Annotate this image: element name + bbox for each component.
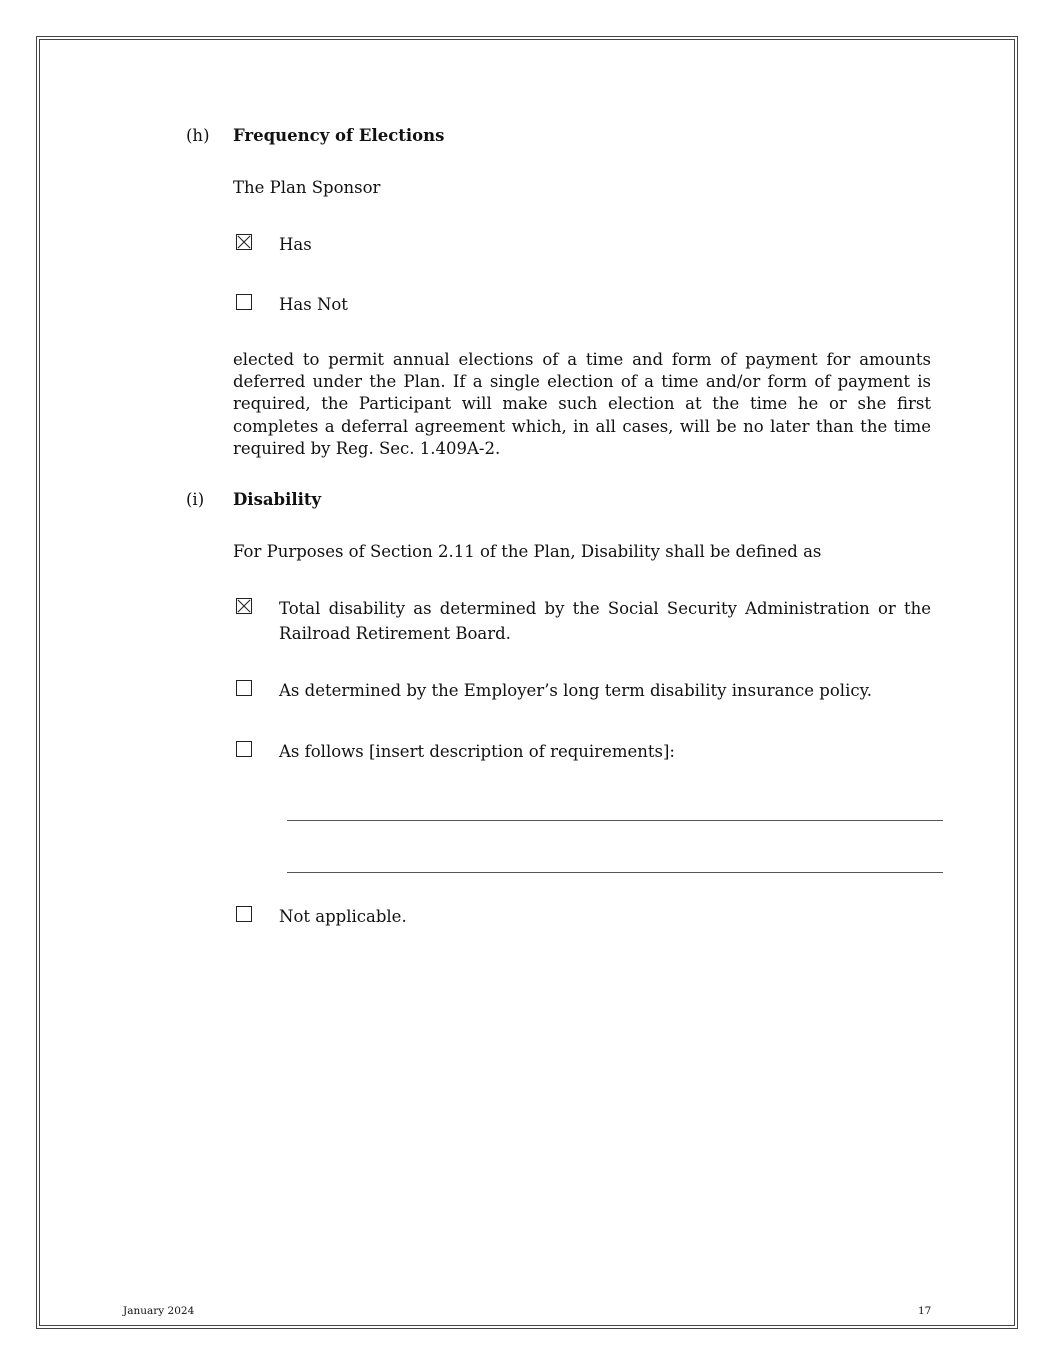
description-blank-line-2[interactable] — [287, 872, 943, 873]
employer-ltd-label: As determined by the Employer’s long term disability insurance policy. — [279, 681, 872, 700]
section-i-label: (i) — [186, 490, 205, 509]
total-disability-checkbox[interactable] — [236, 598, 252, 614]
not-applicable-checkbox[interactable] — [236, 906, 252, 922]
employer-ltd-checkbox[interactable] — [236, 680, 252, 696]
footer-date: January 2024 — [123, 1305, 195, 1317]
section-i-intro: For Purposes of Section 2.11 of the Plan, Disability shall be defined as — [233, 542, 822, 561]
section-i-title: Disability — [233, 490, 322, 509]
has-checkbox[interactable] — [236, 234, 252, 250]
total-disability-label: Total disability as determined by the Social Security Administration or the Railroad Retirement Board. — [279, 599, 931, 643]
checkbox-x-icon — [237, 235, 251, 249]
has-option-label: Has — [279, 235, 312, 254]
description-blank-line-1[interactable] — [287, 820, 943, 821]
not-applicable-label: Not applicable. — [279, 907, 407, 926]
has-not-checkbox[interactable] — [236, 294, 252, 310]
as-follows-checkbox[interactable] — [236, 741, 252, 757]
section-h-intro: The Plan Sponsor — [233, 178, 381, 197]
has-not-option-label: Has Not — [279, 295, 348, 314]
footer-page-number: 17 — [918, 1305, 932, 1317]
section-h-title: Frequency of Elections — [233, 126, 445, 145]
as-follows-label: As follows [insert description of requirements]: — [279, 742, 675, 761]
section-h-body: elected to permit annual elections of a time and form of payment for amounts deferred under the Plan. If a single election of a time and/or form of payment is required, the Participant will make such election at the time he or she first completes a deferral agreement which, in all cases, will be no later than the time required by Reg. Sec. 1.409A-2. — [233, 350, 931, 458]
checkbox-x-icon — [237, 599, 251, 613]
section-h-label: (h) — [186, 126, 210, 145]
